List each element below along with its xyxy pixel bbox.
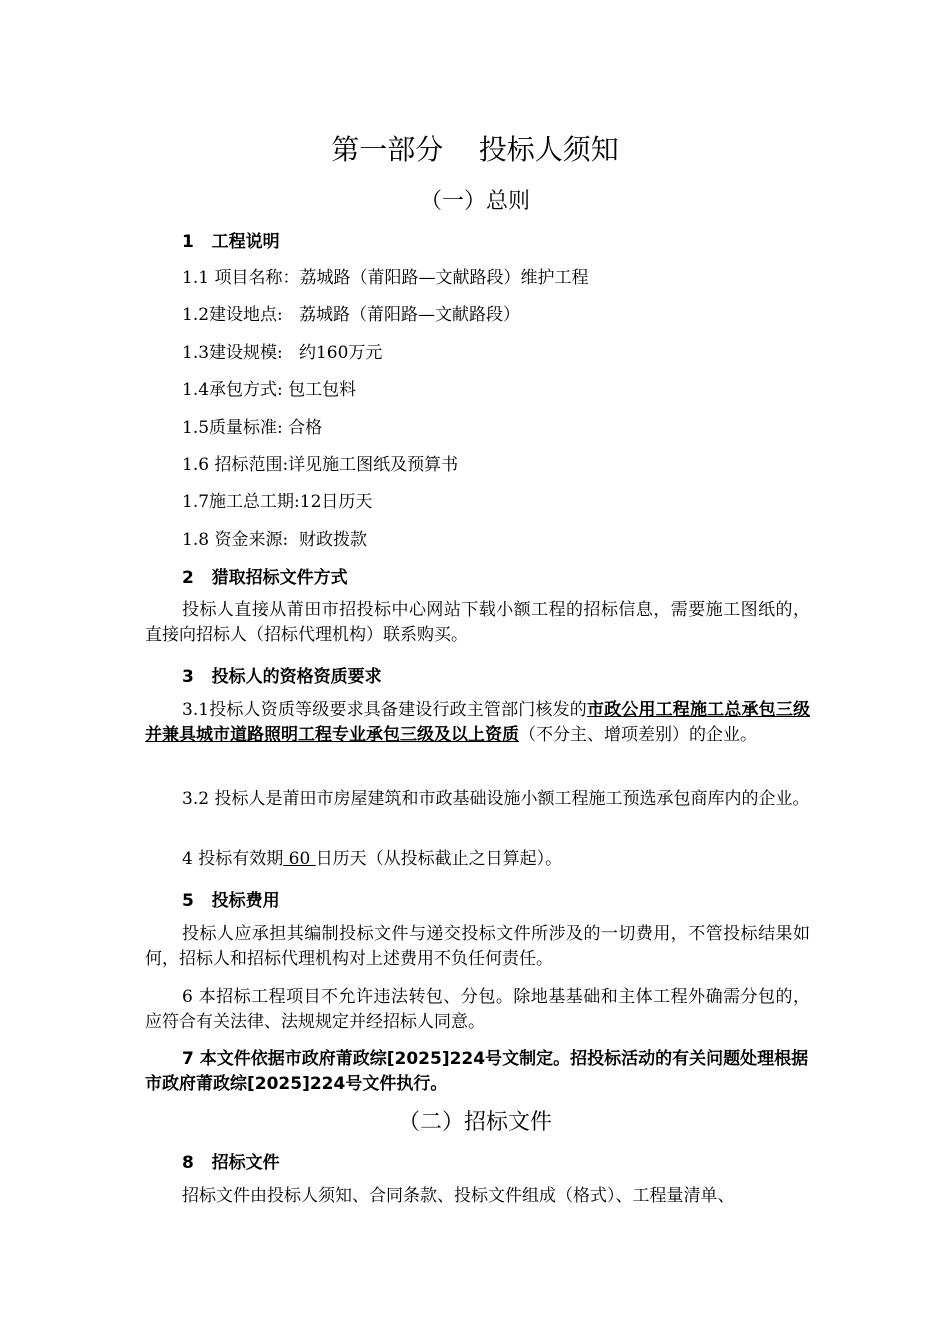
item-project-name: 1.1 项目名称：荔城路（莆阳路—文献路段）维护工程 [182,268,589,288]
item-duration: 1.7施工总工期:12日历天 [182,492,373,512]
section-heading-general: （一）总则 [419,189,530,214]
item-funding: 1.8 资金来源: 财政拨款 [182,530,367,550]
item-scope: 1.6 招标范围:详见施工图纸及预算书 [182,455,459,475]
validity-days: 60 [283,849,316,869]
paragraph-qualification-3-1 [145,698,810,748]
qualification-text-end: （不分主、增项差别）的企业。 [519,725,757,745]
paragraph-qualification-3-2: 3.2 投标人是莆田市房屋建筑和市政基础设施小额工程施工预选承包商库内的企业。 [182,789,810,809]
paragraph-obtain-documents: 投标人直接从莆田市招投标中心网站下载小额工程的招标信息，需要施工图纸的，直接向招标人（招标代理机构）联系购买。 [145,600,810,645]
item-contract-mode: 1.4承包方式: 包工包料 [182,380,357,400]
heading-qualification: 3 投标人的资格资质要求 [182,667,382,687]
paragraph-subcontract: 6 本招标工程项目不允许违法转包、分包。除地基基础和主体工程外确需分包的，应符合有关法律、法规规定并经招标人同意。 [145,987,810,1032]
section-heading-tender-documents: （二）招标文件 [397,1110,552,1135]
qualification-text-start: 3.1投标人资质等级要求具备建设行政主管部门核发的 [182,700,587,720]
paragraph-legal-basis: 7 本文件依据市政府莆政综[2025]224号文制定。招投标活动的有关问题处理根据市政府莆政综[2025]224号文件执行。 [145,1049,809,1094]
item-scale: 1.3建设规模: 约160万元 [182,343,383,363]
heading-bid-cost: 5 投标费用 [182,891,280,911]
paragraph-validity [145,847,810,872]
qualification-requirement-underlined: 市政公用工程施工总承包三级并兼具城市道路照明工程专业承包三级及以上资质 [145,700,810,745]
validity-text: 日历天（从投标截止之日算起）。 [315,849,563,869]
heading-obtain-documents: 2 猎取招标文件方式 [182,568,348,588]
validity-label: 4 投标有效期 [182,849,284,869]
heading-project-description: 1 工程说明 [182,232,280,252]
item-location: 1.2建设地点: 荔城路（莆阳路—文献路段） [182,305,520,325]
paragraph-bid-cost: 投标人应承担其编制投标文件与递交投标文件所涉及的一切费用，不管投标结果如何，招标人和招标代理机构对上述费用不负任何责任。 [145,924,810,969]
item-quality: 1.5质量标准: 合格 [182,418,323,438]
page-title: 第一部分 投标人须知 [331,133,619,166]
heading-tender-documents: 8 招标文件 [182,1153,280,1173]
paragraph-tender-documents: 招标文件由投标人须知、合同条款、投标文件组成（格式）、工程量清单、 [182,1186,735,1206]
